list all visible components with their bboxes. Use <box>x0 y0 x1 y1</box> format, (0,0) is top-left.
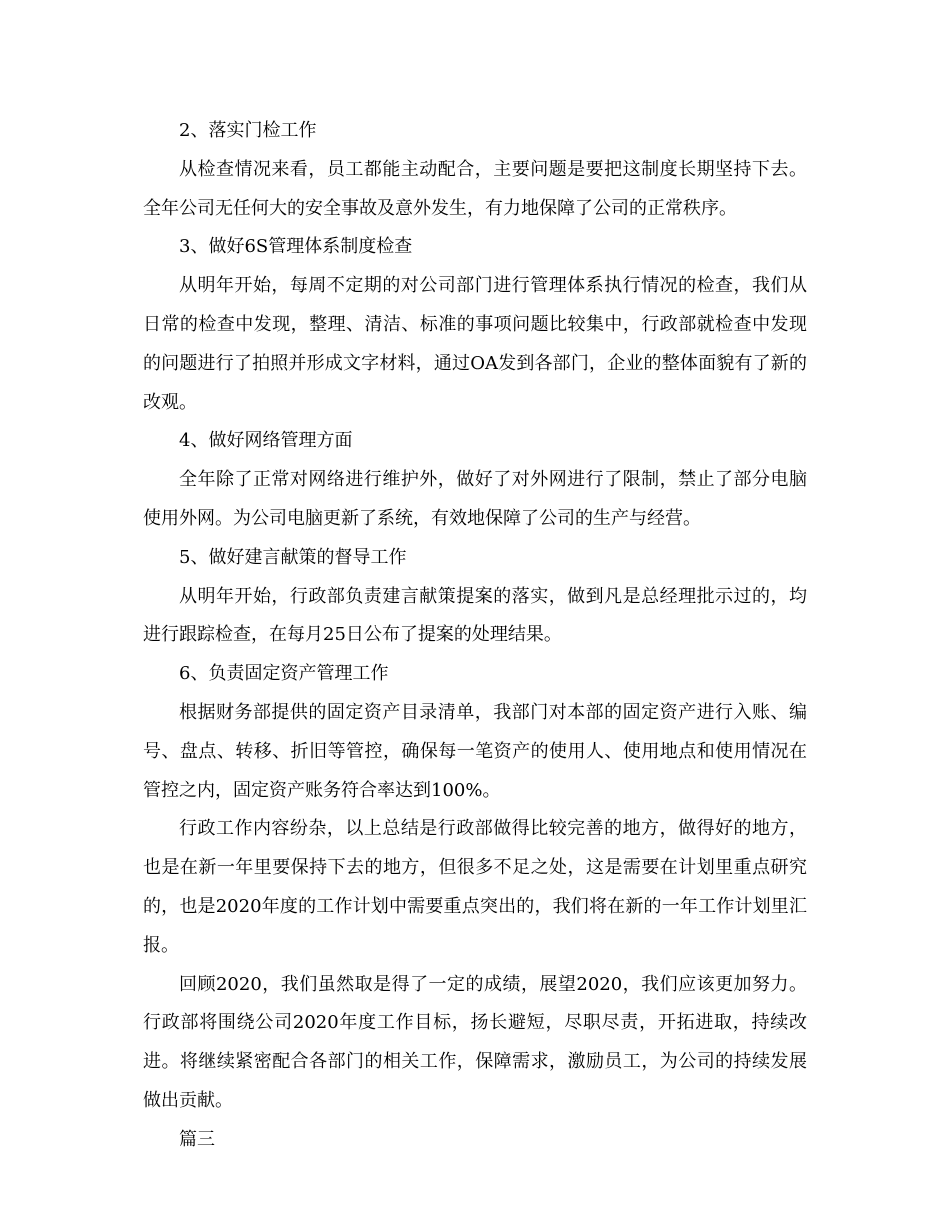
section-heading-part-three: 篇三 <box>179 1128 215 1150</box>
paragraph-fixed-assets: 根据财务部提供的固定资产目录清单，我部门对本部的固定资产进行入账、编号、盘点、转移、折旧等管控，确保每一笔资产的使用人、使用地点和使用情况在管控之内，固定资产账务符合率达到100%。 <box>143 701 807 801</box>
section-heading-suggestions: 5、做好建言献策的督导工作 <box>179 546 407 568</box>
paragraph-6s-management: 从明年开始，每周不定期的对公司部门进行管理体系执行情况的检查，我们从日常的检查中发现，整理、清洁、标准的事项问题比较集中，行政部就检查中发现的问题进行了拍照并形成文字材料，通过OA发到各部门，企业的整体面貌有了新的改观。 <box>143 275 807 413</box>
paragraph-gate-inspection: 从检查情况来看，员工都能主动配合，主要问题是要把这制度长期坚持下去。全年公司无任何大的安全事故及意外发生，有力地保障了公司的正常秩序。 <box>143 158 807 219</box>
paragraph-review-outlook: 回顾2020，我们虽然取是得了一定的成绩，展望2020，我们应该更加努力。行政部将围绕公司2020年度工作目标，扬长避短，尽职尽责，开拓进取，持续改进。将继续紧密配合各部门的相关工作，保障需求，激励员工，为公司的持续发展做出贡献。 <box>143 973 807 1111</box>
paragraph-summary: 行政工作内容纷杂，以上总结是行政部做得比较完善的地方，做得好的地方，也是在新一年里要保持下去的地方，但很多不足之处，这是需要在计划里重点研究的，也是2020年度的工作计划中需要重点突出的，我们将在新的一年工作计划里汇报。 <box>143 818 807 956</box>
paragraph-network-management: 全年除了正常对网络进行维护外，做好了对外网进行了限制，禁止了部分电脑使用外网。为公司电脑更新了系统，有效地保障了公司的生产与经营。 <box>143 469 807 529</box>
section-heading-fixed-assets: 6、负责固定资产管理工作 <box>179 663 389 685</box>
section-heading-gate-inspection: 2、落实门检工作 <box>179 120 317 141</box>
document-body <box>143 112 807 1160</box>
section-heading-6s-management: 3、做好6S管理体系制度检查 <box>179 236 413 258</box>
paragraph-suggestions: 从明年开始，行政部负责建言献策提案的落实，做到凡是总经理批示过的，均进行跟踪检查，在每月25日公布了提案的处理结果。 <box>143 585 807 646</box>
section-heading-network-management: 4、做好网络管理方面 <box>179 430 353 452</box>
